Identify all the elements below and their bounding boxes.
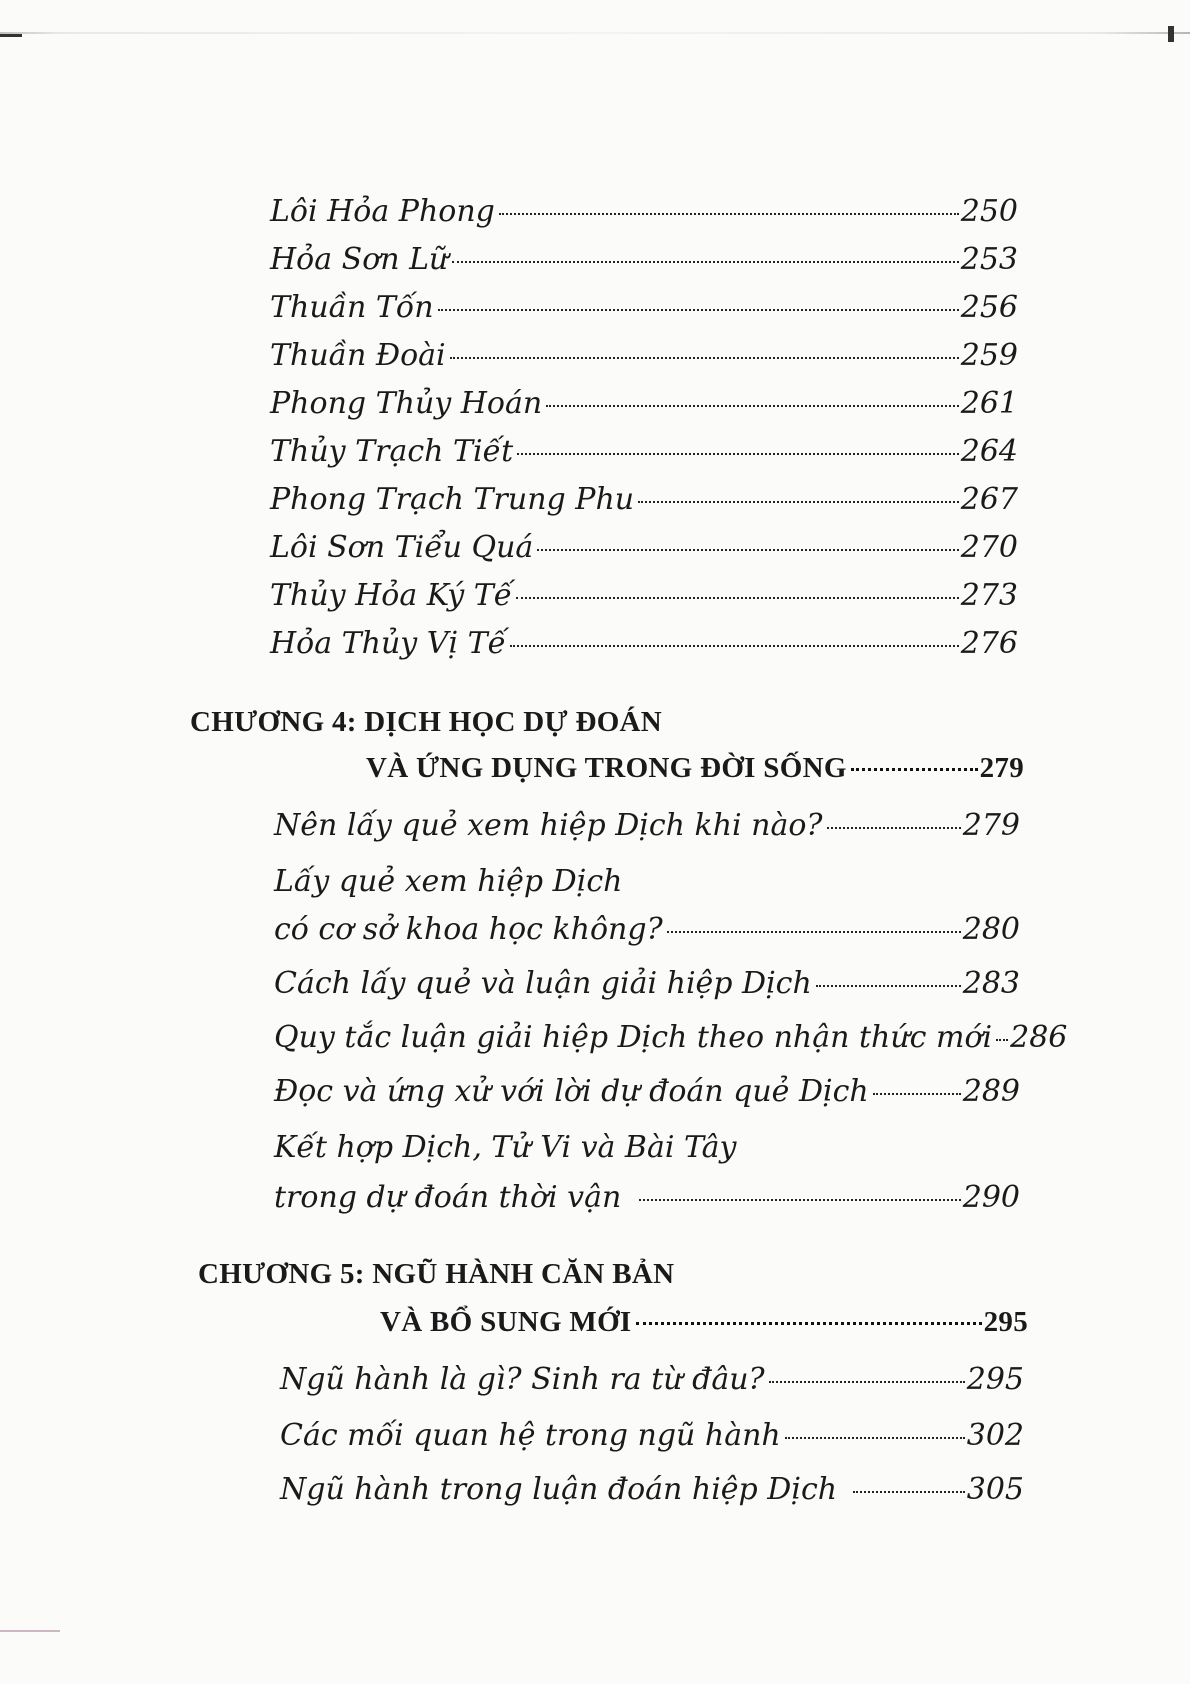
dot-leader <box>546 405 959 407</box>
dot-leader <box>769 1381 965 1383</box>
dot-leader <box>667 931 961 933</box>
entry-page: 267 <box>960 482 1018 517</box>
entry-title: Lôi Hỏa Phong <box>270 194 495 229</box>
toc-entry[interactable] <box>274 912 1020 948</box>
entry-title: Hỏa Sơn Lữ <box>270 242 449 277</box>
dot-leader <box>517 453 959 455</box>
dot-leader <box>638 501 959 503</box>
entry-title: Ngũ hành trong luận đoán hiệp Dịch <box>280 1472 838 1507</box>
entry-page: 273 <box>960 578 1018 613</box>
toc-entry[interactable] <box>270 530 1018 566</box>
entry-page: 305 <box>966 1472 1024 1507</box>
entry-page: 276 <box>960 626 1018 661</box>
toc-entry[interactable] <box>270 338 1018 374</box>
entry-title: Thuần Đoài <box>270 338 446 373</box>
entry-title: Phong Trạch Trung Phu <box>270 482 635 517</box>
chapter-4-heading[interactable]: CHƯƠNG 4: DỊCH HỌC DỰ ĐOÁN <box>190 706 663 738</box>
dot-leader <box>853 1491 965 1493</box>
toc-entry[interactable] <box>270 290 1018 326</box>
toc-entry[interactable] <box>274 1020 1068 1056</box>
entry-title: Các mối quan hệ trong ngũ hành <box>280 1418 781 1453</box>
entry-title: Phong Thủy Hoán <box>270 386 543 421</box>
scan-mark <box>0 1630 60 1632</box>
entry-page: 259 <box>960 338 1018 373</box>
dot-leader <box>785 1437 965 1439</box>
dot-leader <box>510 645 959 647</box>
dot-leader <box>450 357 959 359</box>
dot-leader <box>537 549 958 551</box>
entry-title: Thủy Hỏa Ký Tế <box>270 578 513 613</box>
chapter-5-heading[interactable]: CHƯƠNG 5: NGŨ HÀNH CĂN BẢN <box>198 1258 675 1290</box>
chapter-5-page: 295 <box>983 1306 1028 1338</box>
toc-entry[interactable] <box>270 578 1018 614</box>
toc-entry[interactable] <box>274 966 1020 1002</box>
entry-title: Thuần Tốn <box>270 290 434 325</box>
entry-page: 295 <box>966 1362 1024 1397</box>
dot-leader <box>851 768 978 771</box>
toc-entry[interactable] <box>270 482 1018 518</box>
dot-leader <box>996 1039 1008 1041</box>
toc-entry[interactable] <box>280 1418 1024 1454</box>
entry-page: 283 <box>962 966 1020 1001</box>
toc-entry[interactable] <box>270 626 1018 662</box>
entry-page: 302 <box>966 1418 1024 1453</box>
entry-title: Thủy Trạch Tiết <box>270 434 514 469</box>
toc-entry[interactable] <box>270 194 1018 230</box>
entry-title: trong dự đoán thời vận <box>274 1180 622 1215</box>
toc-entry[interactable] <box>270 434 1018 470</box>
entry-page: 270 <box>960 530 1018 565</box>
entry-title: Quy tắc luận giải hiệp Dịch theo nhận thức mới <box>274 1020 993 1055</box>
entry-title: Đọc và ứng xử với lời dự đoán quẻ Dịch <box>274 1074 869 1109</box>
entry-page: 261 <box>960 386 1018 421</box>
entry-page: 250 <box>960 194 1018 229</box>
toc-entry[interactable] <box>280 1362 1024 1398</box>
entry-page: 253 <box>960 242 1018 277</box>
toc-entry[interactable] <box>274 1074 1020 1110</box>
entry-title-line1[interactable]: Kết hợp Dịch, Tử Vi và Bài Tây <box>274 1130 737 1165</box>
entry-page: 289 <box>962 1074 1020 1109</box>
dot-leader <box>827 827 961 829</box>
toc-entry[interactable] <box>274 808 1020 844</box>
dot-leader <box>438 309 959 311</box>
toc-entry[interactable] <box>270 242 1018 278</box>
entry-page: 256 <box>960 290 1018 325</box>
dot-leader <box>452 261 958 263</box>
entry-title: có cơ sở khoa học không? <box>274 912 663 947</box>
entry-title-line1[interactable]: Lấy quẻ xem hiệp Dịch <box>274 864 623 899</box>
toc-entry[interactable] <box>274 1180 1020 1216</box>
entry-page: 279 <box>962 808 1020 843</box>
scan-mark <box>1168 26 1174 42</box>
entry-title: Hỏa Thủy Vị Tế <box>270 626 507 661</box>
toc-entry[interactable] <box>280 1472 1024 1508</box>
dot-leader <box>516 597 959 599</box>
scan-edge <box>0 32 1190 34</box>
chapter-5-entry[interactable] <box>380 1304 1028 1340</box>
entry-page: 286 <box>1010 1020 1068 1055</box>
entry-title: Ngũ hành là gì? Sinh ra từ đâu? <box>280 1362 765 1397</box>
entry-page: 280 <box>962 912 1020 947</box>
entry-title: Cách lấy quẻ và luận giải hiệp Dịch <box>274 966 812 1001</box>
dot-leader <box>639 1199 960 1201</box>
scan-mark <box>0 34 22 37</box>
toc-entry[interactable] <box>270 386 1018 422</box>
dot-leader <box>873 1093 961 1095</box>
chapter-4-page: 279 <box>979 752 1024 784</box>
entry-title: Nên lấy quẻ xem hiệp Dịch khi nào? <box>274 808 823 843</box>
dot-leader <box>499 213 959 215</box>
dot-leader <box>636 1322 982 1325</box>
entry-title: Lôi Sơn Tiểu Quá <box>270 530 534 565</box>
chapter-4-entry[interactable] <box>366 750 1024 786</box>
chapter-5-subtitle: VÀ BỔ SUNG MỚI <box>380 1306 632 1338</box>
entry-page: 264 <box>960 434 1018 469</box>
entry-page: 290 <box>962 1180 1020 1215</box>
chapter-4-subtitle: VÀ ỨNG DỤNG TRONG ĐỜI SỐNG <box>366 752 847 784</box>
dot-leader <box>816 985 961 987</box>
